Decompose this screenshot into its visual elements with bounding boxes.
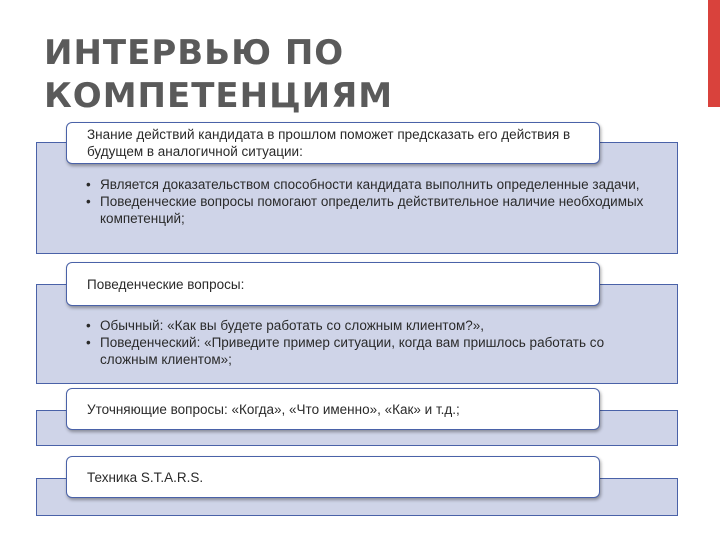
slide-title [44,32,604,118]
title-line-2: КОМПЕТЕНЦИЯМ [44,76,394,116]
title-line-1: ИНТЕРВЬЮ ПО [44,33,345,73]
section-4-header-text: Техника S.T.A.R.S. [87,469,204,485]
section-1-header-text: Знание действий кандидата в прошлом поможет предсказать его действия в будущем в аналогичной ситуации: [87,127,571,159]
bullet: • Поведенческие вопросы помогают определить действительное наличие необходимых компетенций; [86,193,646,227]
section-2-header [66,262,600,306]
section-3-header [66,388,600,430]
section-3-header-text: Уточняющие вопросы: «Когда», «Что именно», «Как» и т.д.; [87,401,460,417]
section-1-header [66,122,600,164]
bullet: • Обычный: «Как вы будете работать со сложным клиентом?», [86,317,646,334]
section-2-header-text: Поведенческие вопросы: [87,276,245,292]
bullet: • Поведенческий: «Приведите пример ситуации, когда вам пришлось работать со сложным клиентом»; [86,334,646,368]
section-4-header [66,456,600,498]
bullet: • Является доказательством способности кандидата выполнить определенные задачи, [86,176,646,193]
section-1-bullets [86,176,646,227]
section-2-bullets [86,317,646,368]
accent-bar [708,0,720,107]
